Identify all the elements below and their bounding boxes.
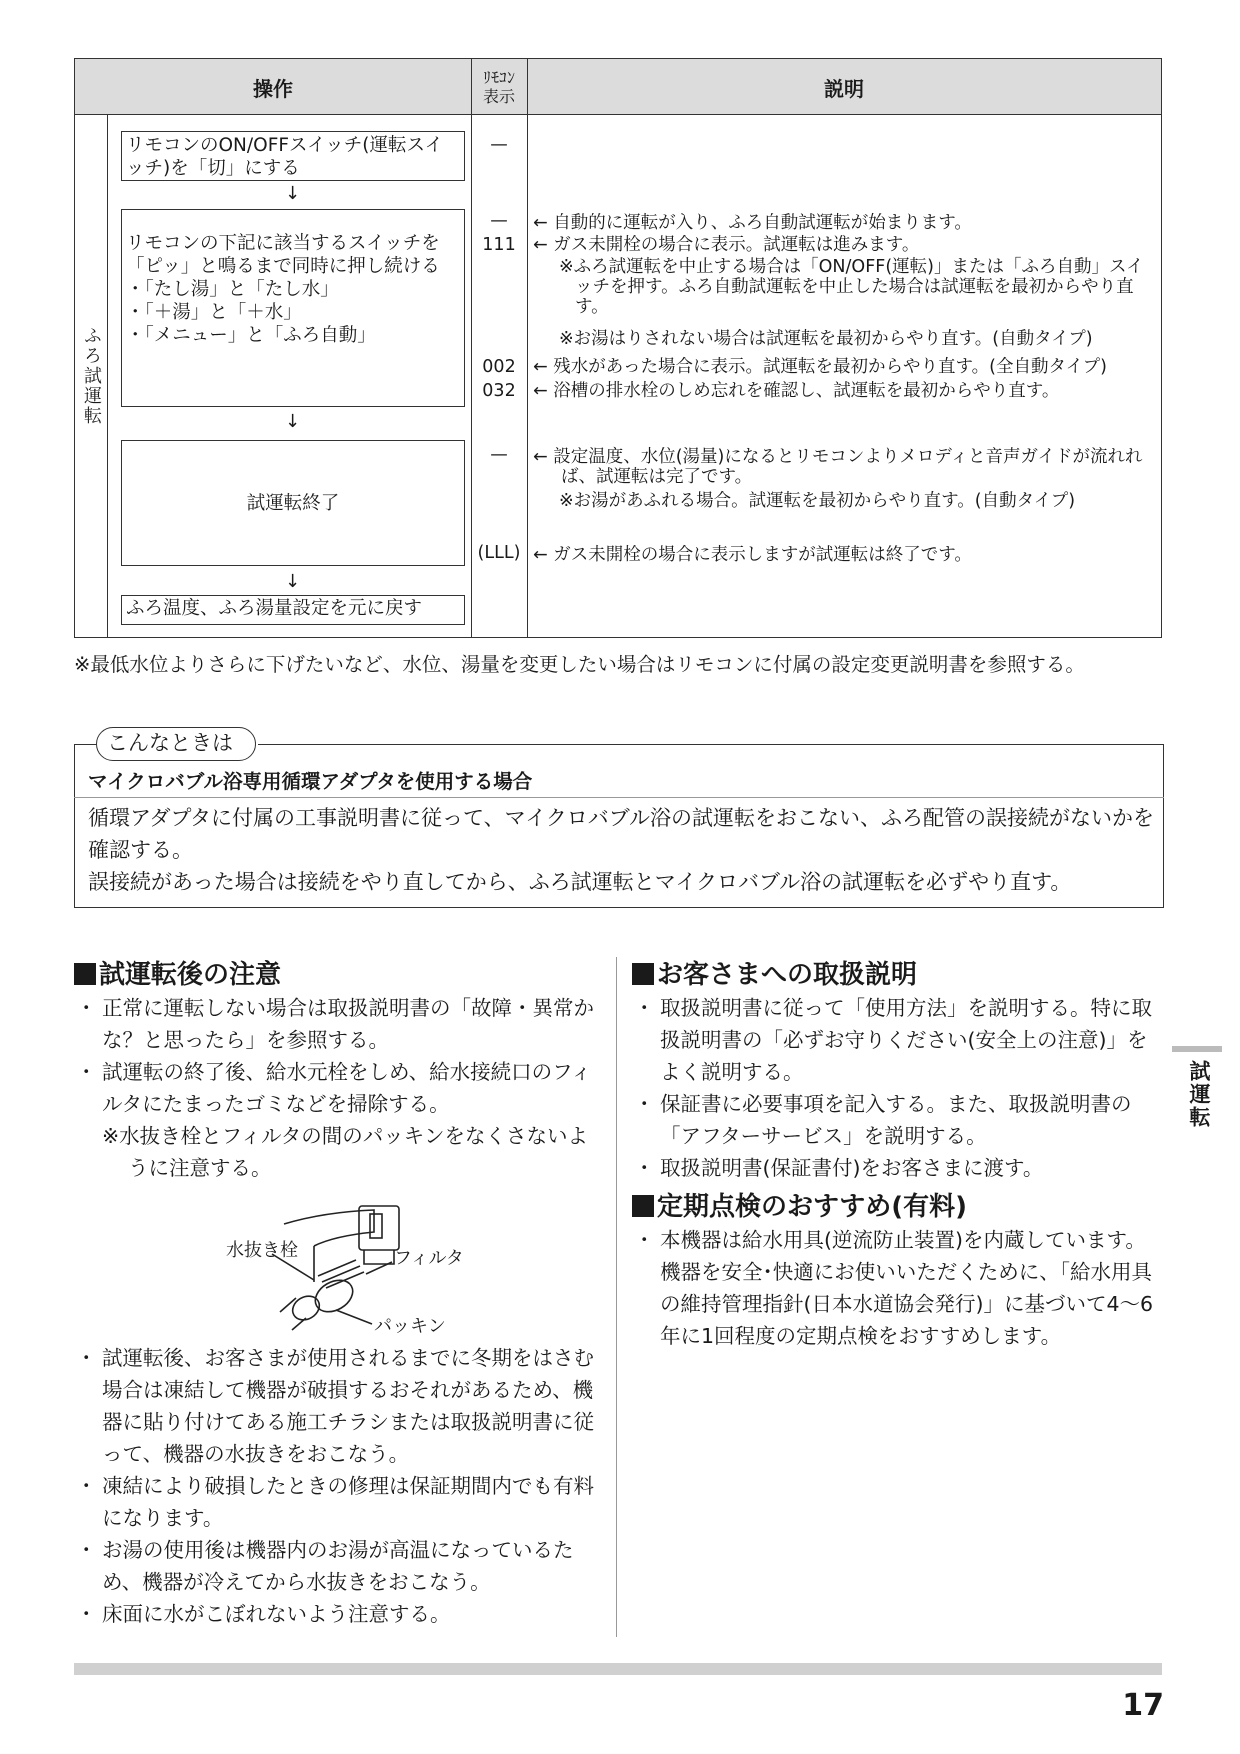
customer-explanation-list: [632, 992, 1162, 1184]
header-operation: 操作: [253, 76, 293, 101]
explanation-text: ← 浴槽の排水栓のしめ忘れを確認し、試運転を最初からやり直す。: [533, 381, 1060, 401]
down-arrow-icon: ↓: [285, 571, 301, 592]
op-step-2-line: ・「メニュー」と「ふろ自動」: [126, 325, 376, 346]
list-item: ・ お湯の使用後は機器内のお湯が高温になっているため、機器が冷えてから水抜きをおこなう。: [74, 1534, 604, 1598]
header-explanation: 説明: [824, 76, 864, 101]
op-step-2-line: リモコンの下記に該当するスイッチを「ピッ」と鳴るまで同時に押し続ける: [126, 233, 440, 277]
remocon-code: —: [490, 211, 508, 231]
konna-title: マイクロバブル浴専用循環アダプタを使用する場合: [88, 770, 533, 793]
konna-body: [88, 802, 1160, 898]
footnote: [74, 650, 1164, 680]
explanation-text: ← 設定温度、水位(湯量)になるとリモコンよりメロディと音声ガイドが流れれば、試運転は完了です。: [533, 447, 1143, 487]
inspection-list: [632, 1224, 1162, 1352]
op-step-2-line: ・「たし湯」と「たし水」: [126, 279, 339, 300]
explanation-text: ← ガス未開栓の場合に表示。試運転は進みます。: [533, 235, 920, 255]
section-title-after-trial: 試運転後の注意: [74, 958, 604, 992]
konna-border: [74, 744, 98, 745]
remocon-code: —: [490, 135, 508, 155]
footer-bar: [74, 1663, 1162, 1675]
square-bullet-icon: [632, 1195, 654, 1217]
explanation-text: ← 残水があった場合に表示。試運転を最初からやり直す。(全自動タイプ): [533, 357, 1107, 377]
list-item: ・ 本機器は給水用具(逆流防止装置)を内蔵しています。機器を安全･快適にお使いいただくために、「給水用具の維持管理指針(日本水道協会発行)」に基づいて4〜6年に1回程度の定期点検をおすすめします。: [632, 1224, 1162, 1352]
right-column: [632, 958, 1162, 1352]
list-item-note: ※水抜き栓とフィルタの間のパッキンをなくさないように注意する。: [102, 1124, 589, 1180]
after-trial-list-2: [74, 1342, 604, 1630]
list-item: ・ 取扱説明書に従って「使用方法」を説明する。特に取扱説明書の「必ずお守りください(安全上の注意)」をよく説明する。: [632, 992, 1162, 1088]
section-title-inspection: 定期点検のおすすめ(有料): [632, 1190, 1162, 1224]
konna-divider: [74, 797, 1164, 798]
konna-border: [258, 744, 1164, 745]
trial-run-table: [74, 58, 1162, 638]
list-item: ・ 床面に水がこぼれないよう注意する。: [74, 1598, 604, 1630]
footnote-text: ※最低水位よりさらに下げたいなど、水位、湯量を変更したい場合はリモコンに付属の設定変更説明書を参照する。: [74, 653, 1085, 676]
op-step-3: 試運転終了: [121, 440, 465, 566]
drain-plug-figure: [74, 1184, 604, 1337]
list-item: ・ 試運転後、お客さまが使用されるまでに冬期をはさむ場合は凍結して機器が破損するおそれがあるため、機器に貼り付けてある施工チラシまたは取扱説明書に従って、機器の水抜きをおこなう。: [74, 1342, 604, 1470]
figure-label-packing: パッキン: [374, 1316, 446, 1337]
list-item: ・ 試運転の終了後、給水元栓をしめ、給水接続口のフィルタにたまったゴミなどを掃除する。: [74, 1056, 604, 1120]
remocon-code: (LLL): [477, 543, 521, 563]
op-step-1: リモコンのON/OFFスイッチ(運転スイッチ)を「切」にする: [121, 131, 465, 181]
op-step-2-line: ・「＋湯」と「＋水」: [126, 302, 302, 323]
down-arrow-icon: ↓: [285, 411, 301, 432]
header-remocon-line2: 表示: [482, 87, 515, 106]
down-arrow-icon: ↓: [285, 183, 301, 204]
remocon-code: —: [490, 445, 508, 465]
explanation-note: ※ふろ試運転を中止する場合は「ON/OFF(運転)」または「ふろ自動」スイッチを押す。ふろ自動試運転を中止した場合は試運転を最初からやり直す。: [559, 257, 1144, 317]
konna-paragraph: 誤接続があった場合は接続をやり直してから、ふろ試運転とマイクロバブル浴の試運転を必ずやり直す。: [88, 870, 1072, 894]
figure-label-drain-plug: 水抜き栓: [226, 1240, 298, 1261]
explanation-text: ← 自動的に運転が入り、ふろ自動試運転が始まります。: [533, 213, 972, 233]
side-label: ふろ試運転: [81, 326, 102, 426]
konna-paragraph: 循環アダプタに付属の工事説明書に従って、マイクロバブル浴の試運転をおこない、ふろ配管の誤接続がないかを確認する。: [88, 806, 1154, 862]
section-side-tab: 試運転: [1172, 1046, 1222, 1148]
explanation-note: ※お湯があふれる場合。試運転を最初からやり直す。(自動タイプ): [559, 491, 1076, 511]
konna-label: こんなときは: [96, 727, 256, 761]
table-divider: [107, 115, 108, 637]
table-divider: [527, 59, 528, 637]
remocon-code: 111: [482, 235, 516, 255]
header-remocon-line1: ﾘﾓｺﾝ: [482, 68, 515, 87]
list-item: ・ 正常に運転しない場合は取扱説明書の「故障・異常かな？と思ったら」を参照する。: [74, 992, 604, 1056]
remocon-code: 002: [482, 357, 516, 377]
op-step-2: [121, 209, 465, 407]
figure-label-filter: フィルタ: [394, 1248, 464, 1269]
square-bullet-icon: [632, 963, 654, 985]
section-title-customer-explanation: お客さまへの取扱説明: [632, 958, 1162, 992]
list-item: ・ 取扱説明書(保証書付)をお客さまに渡す。: [632, 1152, 1162, 1184]
left-column: [74, 958, 604, 1630]
drain-plug-illustration: [74, 1184, 604, 1334]
explanation-note: ※お湯はりされない場合は試運転を最初からやり直す。(自動タイプ): [559, 329, 1093, 349]
page-number: 17: [1122, 1688, 1164, 1723]
remocon-code: 032: [482, 381, 516, 401]
explanation-text: ← ガス未開栓の場合に表示しますが試運転は終了です。: [533, 545, 972, 565]
table-divider: [471, 59, 472, 637]
op-step-4: ふろ温度、ふろ湯量設定を元に戻す: [121, 595, 465, 625]
after-trial-list: [74, 992, 604, 1184]
square-bullet-icon: [74, 963, 96, 985]
column-divider: [616, 957, 617, 1637]
header-remocon: [471, 59, 527, 115]
list-item: ・ 凍結により破損したときの修理は保証期間内でも有料になります。: [74, 1470, 604, 1534]
list-item: ・ 保証書に必要事項を記入する。また、取扱説明書の「アフターサービス」を説明する。: [632, 1088, 1162, 1152]
